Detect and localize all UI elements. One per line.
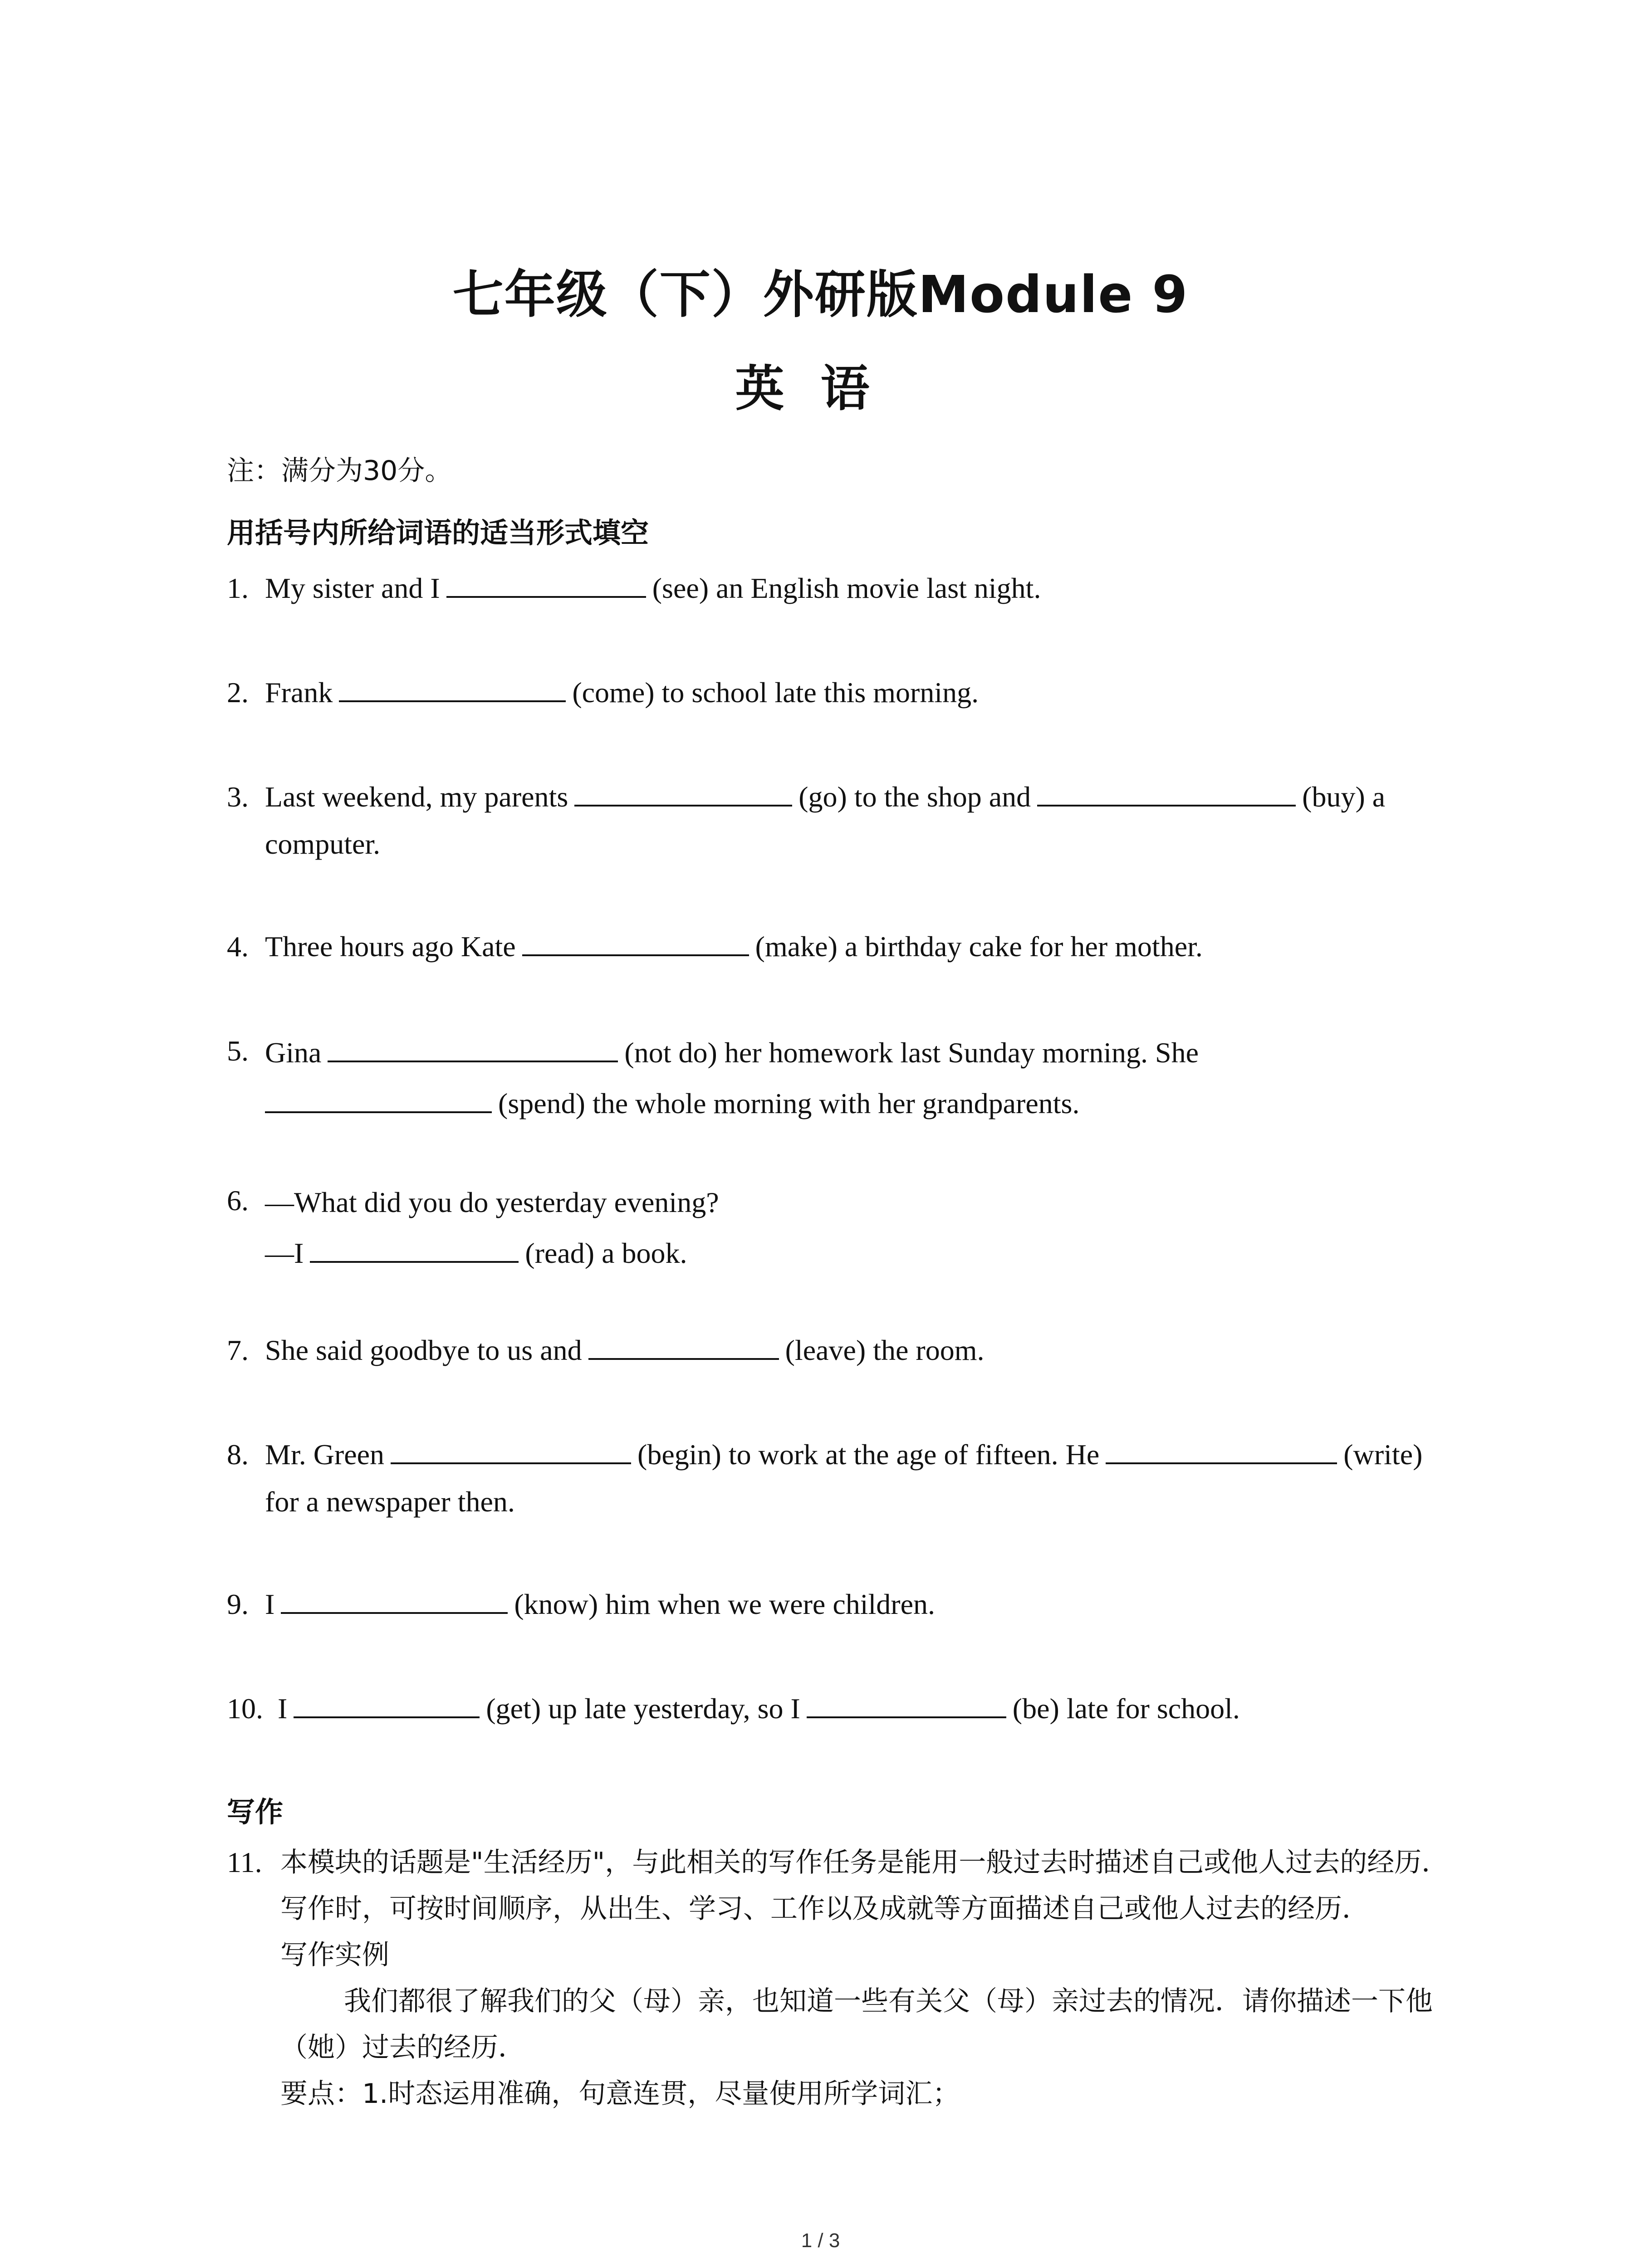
question-7: 7. She said goodbye to us and (leave) the room. [227, 1327, 1452, 1374]
answer-blank[interactable] [265, 1085, 492, 1113]
question-number: 4. [227, 930, 249, 963]
answer-blank[interactable] [391, 1436, 631, 1464]
answer-blank[interactable] [522, 928, 749, 956]
question-8: 8. Mr. Green (begin) to work at the age of fifteen. He (write) for a newspaper then. [227, 1431, 1434, 1525]
answer-blank[interactable] [310, 1235, 519, 1263]
answer-blank[interactable] [328, 1034, 618, 1062]
question-number: 8. [227, 1438, 249, 1471]
question-3: 3. Last weekend, my parents (go) to the shop and (buy) a computer. [227, 773, 1488, 868]
answer-blank[interactable] [574, 778, 792, 807]
section-heading-fill-blanks: 用括号内所给词语的适当形式填空 [227, 516, 649, 549]
question-number: 10. [227, 1692, 263, 1725]
question-2: 2. Frank (come) to school late this morning. [227, 669, 1452, 716]
question-number: 2. [227, 676, 249, 709]
question-number: 6. [227, 1184, 249, 1217]
answer-blank[interactable] [807, 1690, 1006, 1718]
question-number: 7. [227, 1334, 249, 1366]
answer-blank[interactable] [446, 570, 646, 598]
question-11-writing [227, 1839, 1465, 2117]
answer-blank[interactable] [588, 1332, 779, 1360]
page-number: 1 / 3 [801, 2229, 840, 2252]
section-heading-writing: 写作 [227, 1795, 284, 1828]
score-note: 注：满分为30分。 [227, 455, 452, 487]
question-6: 6. —What did you do yesterday evening? —I (read) a book. [227, 1177, 1452, 1279]
question-number: 3. [227, 781, 249, 813]
question-number: 5. [227, 1035, 249, 1067]
question-10: 10. I (get) up late yesterday, so I (be) late for school. [227, 1685, 1452, 1732]
question-4: 4. Three hours ago Kate (make) a birthday cake for her mother. [227, 923, 1452, 970]
page-subtitle: 英语 [735, 361, 906, 417]
answer-blank[interactable] [1106, 1436, 1337, 1464]
answer-blank[interactable] [1037, 778, 1296, 807]
answer-blank[interactable] [281, 1586, 508, 1614]
question-number: 1. [227, 572, 249, 604]
question-number: 11. [227, 1846, 262, 1878]
writing-example-label: 写作实例 [280, 1939, 389, 1971]
answer-blank[interactable] [294, 1690, 480, 1718]
writing-intro: 本模块的话题是"生活经历"，与此相关的写作任务是能用一般过去时描述自己或他人过去的经历．写作时，可按时间顺序，从出生、学习、工作以及成就等方面描述自己或他人过去的经历． [280, 1847, 1449, 1925]
question-number: 9. [227, 1588, 249, 1620]
writing-task: 我们都很了解我们的父（母）亲，也知道一些有关父（母）亲过去的情况．请你描述一下他（她）过去的经历． [280, 1985, 1433, 2063]
writing-points: 要点：1.时态运用准确，句意连贯，尽量使用所学词汇； [280, 2078, 960, 2110]
answer-blank[interactable] [339, 674, 566, 702]
page-title: 七年级（下）外研版Module 9 [452, 265, 1189, 324]
question-9: 9. I (know) him when we were children. [227, 1581, 1452, 1628]
question-5: 5. Gina (not do) her homework last Sunday morning. She (spend) the whole morning with her grandparents. [227, 1027, 1379, 1129]
question-1: 1. My sister and I (see) an English movie last night. [227, 565, 1452, 612]
